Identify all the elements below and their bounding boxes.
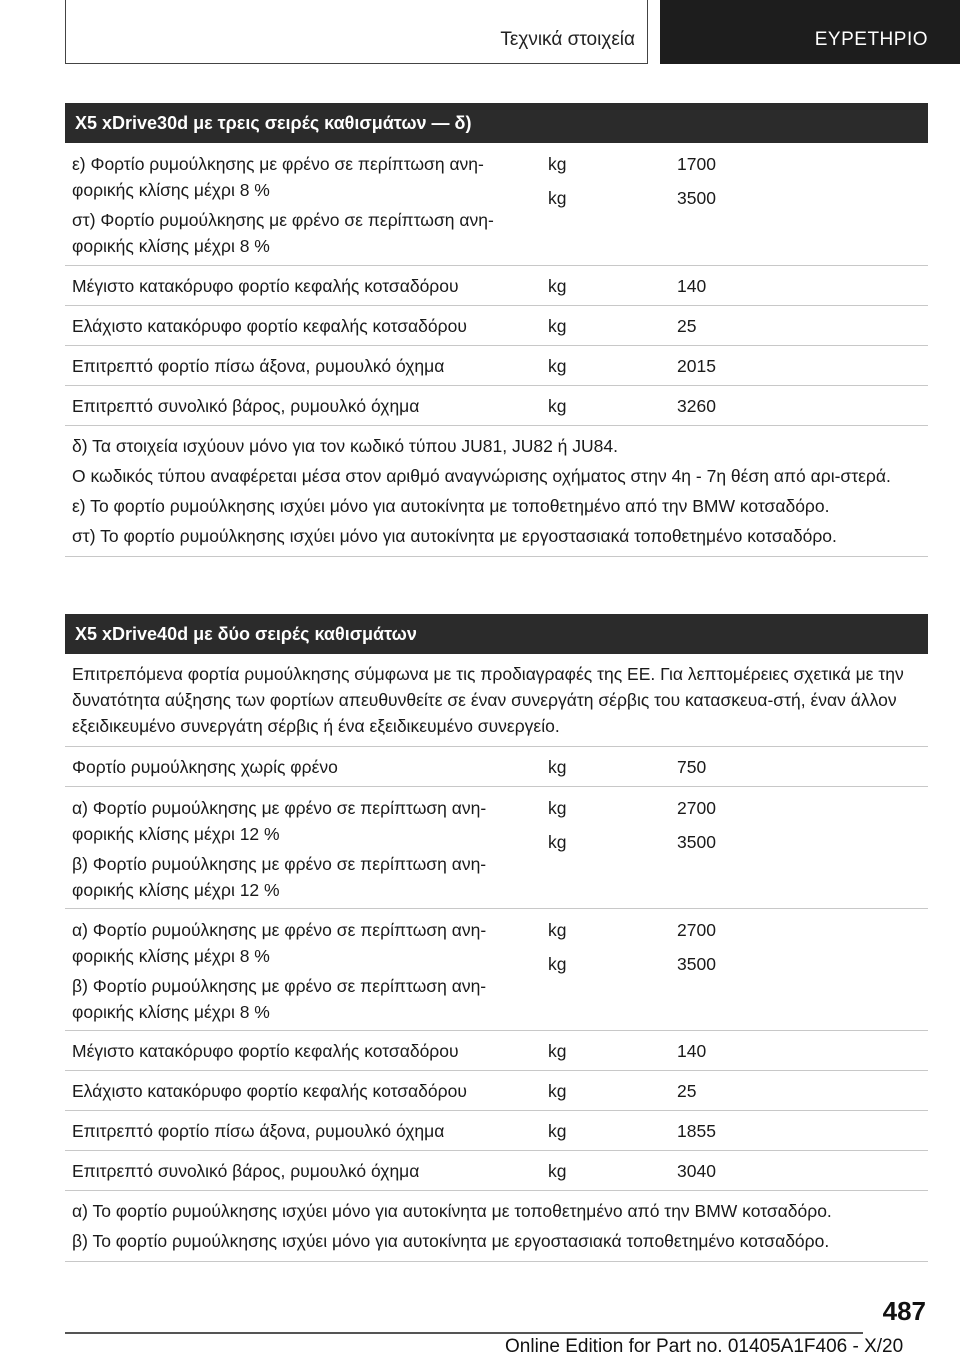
row-value: 1855 (677, 1120, 716, 1141)
row-unit: kg (548, 395, 567, 416)
footnote: β) Το φορτίο ρυμούλκησης ισχύει μόνο για αυτοκίνητα με εργοστασιακά τοποθετημένο κοτσαδόρο. (72, 1231, 830, 1251)
row-label: Επιτρεπτό συνολικό βάρος, ρυμουλκό όχημα (72, 1160, 420, 1181)
section-tab (65, 0, 648, 64)
row-value: 25 (677, 1080, 697, 1101)
row-value: 2700 (677, 920, 716, 940)
row-value: 25 (677, 315, 697, 336)
table-x5-xdrive30d (65, 103, 928, 557)
row-unit: kg (548, 920, 567, 940)
footnote: ε) Το φορτίο ρυμούλκησης ισχύει μόνο για αυτοκίνητα με τοποθετημένο από την BMW κοτσαδόρο. (72, 496, 830, 516)
footnote: Ο κωδικός τύπου αναφέρεται μέσα στον αριθμό αναγνώρισης οχήματος στην 4η - 7η θέση από αρι-στερά. (72, 466, 891, 486)
row-unit: kg (548, 275, 567, 296)
table-row (65, 1031, 928, 1071)
table-row (65, 266, 928, 306)
row-label: β) Φορτίο ρυμούλκησης με φρένο σε περίπτωση ανη-φορικής κλίσης μέχρι 12 % (72, 854, 487, 900)
row-unit: kg (548, 832, 567, 852)
row-unit: kg (548, 154, 567, 174)
row-unit: kg (548, 315, 567, 336)
row-label: Ελάχιστο κατακόρυφο φορτίο κεφαλής κοτσαδόρου (72, 315, 467, 336)
row-value: 2700 (677, 798, 716, 818)
table-row (65, 747, 928, 787)
row-label: Ελάχιστο κατακόρυφο φορτίο κεφαλής κοτσαδόρου (72, 1080, 467, 1101)
table-row (65, 386, 928, 426)
row-label: ε) Φορτίο ρυμούλκησης με φρένο σε περίπτωση ανη-φορικής κλίσης μέχρι 8 % (72, 154, 484, 200)
row-unit: kg (548, 954, 567, 974)
row-unit: kg (548, 188, 567, 208)
row-value: 750 (677, 756, 707, 777)
row-value: 3500 (677, 188, 716, 208)
table-row (65, 143, 928, 266)
table-row (65, 1111, 928, 1151)
row-unit: kg (548, 1120, 567, 1141)
row-unit: kg (548, 1080, 567, 1101)
row-label: Μέγιστο κατακόρυφο φορτίο κεφαλής κοτσαδόρου (72, 1040, 459, 1061)
table-x5-xdrive40d (65, 614, 928, 1262)
row-value: 3260 (677, 395, 716, 416)
intro-text: Επιτρεπόμενα φορτία ρυμούλκησης σύμφωνα με τις προδιαγραφές της ΕΕ. Για λεπτομέρειες σχετικά με την δυνατότητα αύξησης των φορτίων απευθυνθείτε σε έναν συνεργάτη σέρβις του κατασκευα-στή, έναν άλλον εξειδικευμένο συνεργάτη σέρβις ή ένα εξειδικευμένο συνεργείο. (72, 664, 904, 736)
row-unit: kg (548, 1040, 567, 1061)
row-unit: kg (548, 355, 567, 376)
row-value: 2015 (677, 355, 716, 376)
row-value: 140 (677, 1040, 707, 1061)
footnote: στ) Το φορτίο ρυμούλκησης ισχύει μόνο για αυτοκίνητα με εργοστασιακά τοποθετημένο κοτσαδόρο. (72, 526, 837, 546)
table-title: X5 xDrive40d με δύο σειρές καθισμάτων (65, 614, 928, 654)
row-value: 1700 (677, 154, 716, 174)
footer-divider (65, 1332, 863, 1334)
row-label: Επιτρεπτό συνολικό βάρος, ρυμουλκό όχημα (72, 395, 420, 416)
edition-text: Online Edition for Part no. 01405A1F406 - X/20 (505, 1336, 904, 1357)
row-label: Μέγιστο κατακόρυφο φορτίο κεφαλής κοτσαδόρου (72, 275, 459, 296)
footnote: α) Το φορτίο ρυμούλκησης ισχύει μόνο για αυτοκίνητα με τοποθετημένο από την BMW κοτσαδόρο. (72, 1201, 832, 1221)
row-unit: kg (548, 756, 567, 777)
row-value: 3500 (677, 832, 716, 852)
row-label: β) Φορτίο ρυμούλκησης με φρένο σε περίπτωση ανη-φορικής κλίσης μέχρι 8 % (72, 976, 487, 1022)
row-unit: kg (548, 798, 567, 818)
table-row (65, 1071, 928, 1111)
table-row (65, 306, 928, 346)
table-intro (65, 654, 928, 747)
table-row (65, 1151, 928, 1191)
table-notes (65, 1191, 928, 1262)
table-row (65, 787, 928, 909)
table-title: X5 xDrive30d με τρεις σειρές καθισμάτων — δ) (65, 103, 928, 143)
table-notes (65, 426, 928, 557)
page-number: 487 (882, 1296, 926, 1326)
row-label: α) Φορτίο ρυμούλκησης με φρένο σε περίπτωση ανη-φορικής κλίσης μέχρι 8 % (72, 920, 487, 966)
row-value: 3040 (677, 1160, 716, 1181)
row-value: 140 (677, 275, 707, 296)
index-tab[interactable] (660, 0, 960, 64)
row-label: Επιτρεπτό φορτίο πίσω άξονα, ρυμουλκό όχημα (72, 1120, 445, 1141)
row-label: Επιτρεπτό φορτίο πίσω άξονα, ρυμουλκό όχημα (72, 355, 445, 376)
row-label: Φορτίο ρυμούλκησης χωρίς φρένο (72, 756, 338, 777)
row-value: 3500 (677, 954, 716, 974)
table-row (65, 909, 928, 1031)
row-label: α) Φορτίο ρυμούλκησης με φρένο σε περίπτωση ανη-φορικής κλίσης μέχρι 12 % (72, 798, 487, 844)
index-tab-label: ΕΥΡΕΤΗΡΙΟ (814, 29, 928, 50)
table-row (65, 346, 928, 386)
row-label: στ) Φορτίο ρυμούλκησης με φρένο σε περίπτωση ανη-φορικής κλίσης μέχρι 8 % (72, 210, 494, 256)
section-tab-label: Τεχνικά στοιχεία (500, 29, 635, 50)
row-unit: kg (548, 1160, 567, 1181)
footnote: δ) Τα στοιχεία ισχύουν μόνο για τον κωδικό τύπου JU81, JU82 ή JU84. (72, 436, 618, 456)
